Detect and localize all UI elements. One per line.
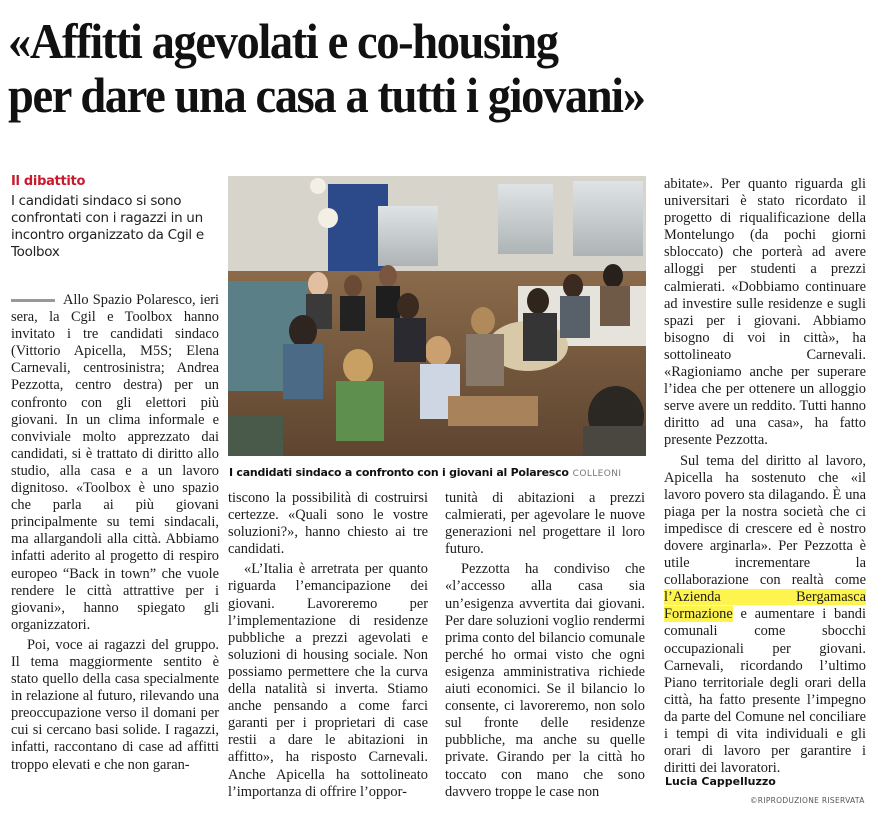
col2-paragraph-1: tiscono la possibilità di costruirsi certezze. «Quali sono le vostre soluzioni?», hanno chiesto ai tre candidati.	[228, 490, 428, 558]
col2-paragraph-2: «L’Italia è arretrata per quanto riguarda l’emancipazione dei giovani. Lavoreremo per l’implementazione di residenze pubbliche a prezzi agevolati e soluzioni di housing sociale. Non possiamo permettere che la curva della natalità si inverta. Stiamo anche pensando a come farci garanti per i proprietari di case restii a dare le abitazioni in affitto», ha risposto Carnevali. Anche Apicella ha sottolineato l’importanza di offrire l’oppor-	[228, 561, 428, 800]
article-column-4	[664, 176, 866, 777]
col1-paragraph-1: Allo Spazio Polaresco, ieri sera, la Cgil e Toolbox hanno invitato i tre candidati sindaco (Vittorio Apicella, M5S; Elena Carnevali, centrosinistra; Andrea Pezzotta, centro destra) per un confronto con gli elettori più giovani. In un clima informale e conviviale molto apprezzato dai candidati, si è trattato di diritto allo studio, alla casa e a un lavoro dignitoso. «Toolbox è uno spazio che parla ai più giovani principalmente su temi sindacali, ma allargandoli alla città. Abbiamo infatti aderito al progetto di respiro europeo “Back in town” che vuole rendere le città attrattive per i giovani», hanno spiegato gli organizzatori.	[11, 292, 219, 633]
article-column-2	[228, 490, 428, 801]
article-photo	[228, 176, 646, 456]
article-column-1	[11, 292, 219, 774]
byline: Lucia Cappelluzzo	[665, 775, 776, 788]
photo-caption-text: I candidati sindaco a confronto con i giovani al Polaresco	[229, 466, 569, 479]
col4-paragraph-1: abitate». Per quanto riguarda gli universitari è stato ricordato il progetto di riqualificazione della Montelungo (da pochi giorni sbloccato) che porterà ad avere alloggi per studenti a prezzi calmierati. «Dobbiamo continuare ad investire sulle residenze e sugli spazi per i giovani. Abbiamo bisogno di voi in città», ha sottolineato Carnevali. «Ragioniamo anche per superare l’idea che per ottenere un alloggio serve avere un reddito. Tutti hanno diritto ad una casa», ha fatto presente Pezzotta.	[664, 176, 866, 449]
article-column-3	[445, 490, 645, 801]
headline-line-2: per dare una casa a tutti i giovani»	[8, 67, 645, 123]
article-summary: I candidati sindaco si sono confrontati con i ragazzi in un incontro organizzato da Cgil e Toolbox	[11, 193, 204, 260]
headline	[8, 14, 808, 122]
lead-rule	[11, 299, 55, 302]
photo-caption	[229, 466, 621, 479]
highlighted-text: l’Azienda Bergamasca Formazione	[664, 589, 866, 623]
col4-paragraph-2: Sul tema del diritto al lavoro, Apicella ha sostenuto che «il lavoro povero sta dilagando. È una piaga per la nostra società che ci impedisce di crescere ed è nostro dovere arginarla». Per Pezzotta è utile incrementare la collaborazione con realtà come l’Azienda Bergamasca Formazione e aumentare i bandi comunali come sbocchi occupazionali per giovani. Carnevali, ricordando l’ultimo Piano territoriale degli orari della città, ha fatto presente l’impegno da parte del Comune nel conciliare i tempi di vita individuali e gli orari di lavoro per garantire i diritti dei lavoratori.	[664, 452, 866, 777]
photo-credit: COLLEONI	[572, 469, 622, 479]
copyright-notice: ©RIPRODUZIONE RISERVATA	[750, 796, 865, 805]
col3-paragraph-1: tunità di abitazioni a prezzi calmierati, per agevolare le nuove generazioni nel progettare il loro futuro.	[445, 490, 645, 558]
photo-meeting-room-image	[228, 176, 646, 456]
col1-paragraph-2: Poi, voce ai ragazzi del gruppo. Il tema maggiormente sentito è stato quello della casa specialmente in relazione al futuro, rilevando una preoccupazione verso il domani per cui si cercano basi solide. I ragazzi, infatti, raccontano di case ad affitti troppo elevati e che non garan-	[11, 636, 219, 773]
headline-line-1: «Affitti agevolati e co-housing	[8, 13, 558, 69]
section-kicker: Il dibattito	[11, 174, 86, 189]
col3-paragraph-2: Pezzotta ha condiviso che «l’accesso alla casa sia un’esigenza avvertita dai giovani. Per dare soluzioni voglio rendermi prima conto del bilancio comunale perché ho ormai visto che ogni esigenza amministrativa richiede aiuti economici. Se il bilancio lo consente, ci lavoreremo, non solo sul fronte delle residenze pubbliche, ma anche su quelle private. Girando per la città ho toccato con mano che sono davvero troppe le case non	[445, 561, 645, 800]
